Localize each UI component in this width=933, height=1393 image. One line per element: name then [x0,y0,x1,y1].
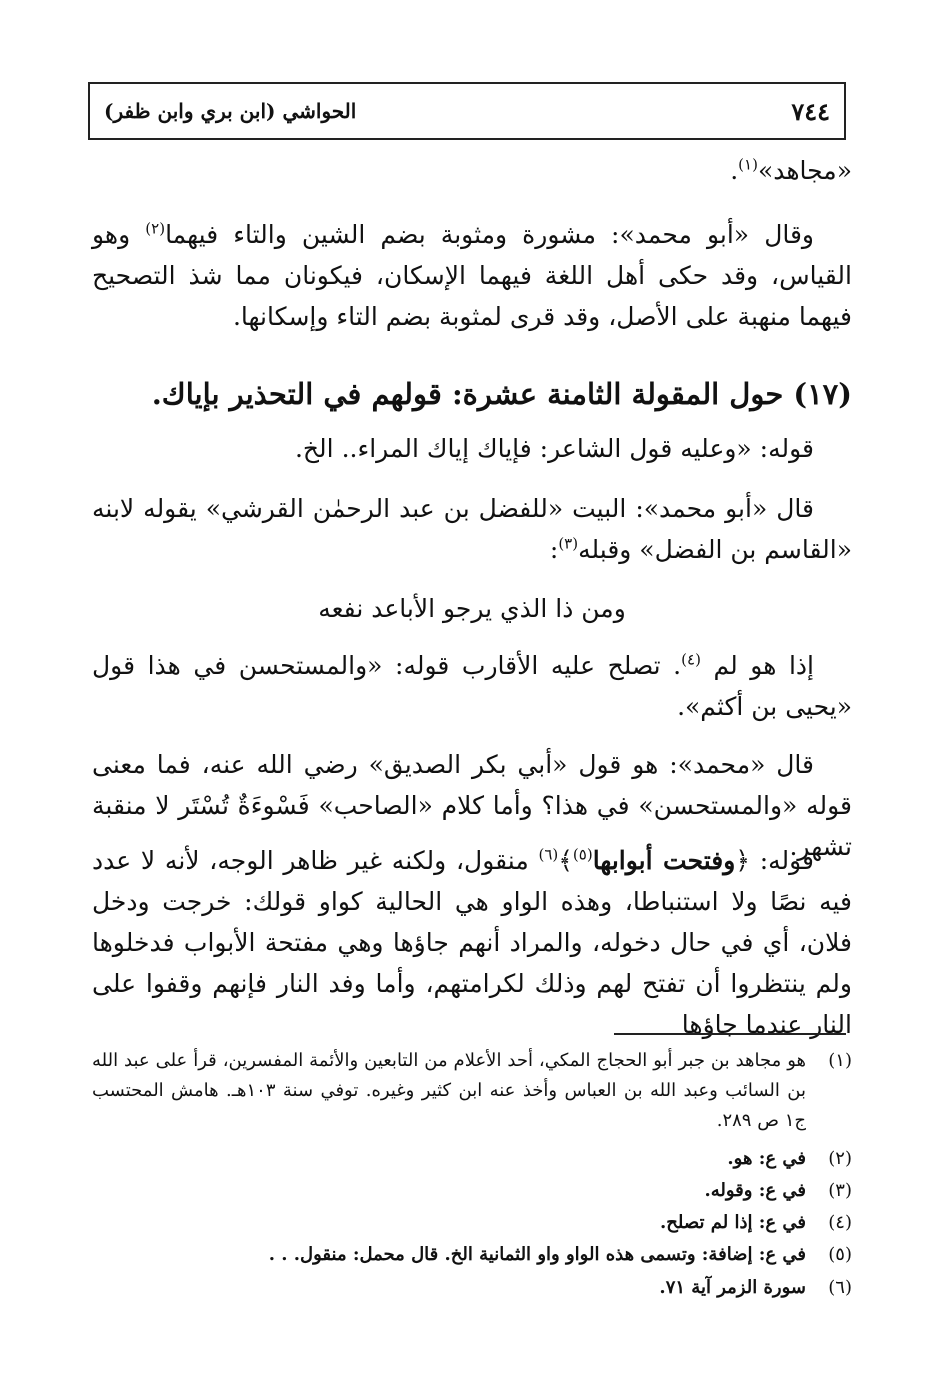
paragraph-abu-muhammad-2 [92,488,852,570]
footnote-text: هو مجاهد بن جبر أبو الحجاج المكي، أحد الأعلام من التابعين والأئمة المفسرين، قرأ على عبد الله بن السائب وعبد الله بن العباس وأخذ عنه ابن كثير وغيره. توفي سنة ١٠٣هـ. هامش المحتسب ج١ ص ٢٨٩. [92,1050,806,1131]
paragraph-text: . تصلح عليه الأقارب قوله: «والمستحسن في هذا قول «يحيى بن أكثم». [92,651,852,721]
paragraph-text: قال «محمد»: هو قول «أبي بكر الصديق» رضي الله عنه، فما معنى قوله «والمستحسن» في هذا؟ وأما كلام «الصاحب» فَسْوءَةٌ تُسْتَر لا منقبة تشهر. [92,750,852,861]
footnote-ref: (٤) [681,650,701,669]
footnote-text: في ع: إذا لم تصلح. [659,1212,806,1233]
footnote-text: في ع: هو. [727,1148,806,1169]
footnote-divider [614,1033,846,1035]
paragraph-text: ﴾ [558,846,573,875]
footnote-number: (٢) [828,1148,852,1169]
running-title: الحواشي (ابن بري وابن ظفر) [104,99,357,123]
footnote-number: (٦) [828,1277,852,1298]
footnote-ref: (٢) [145,219,166,238]
footnote-number: (٤) [828,1212,852,1233]
page-number: ٧٤٤ [791,96,830,126]
paragraph-text: إذا هو لم [700,651,814,680]
poetry-verse: ومن ذا الذي يرجو الأباعد نفعه [318,594,626,623]
footnote-text: في ع: إضافة: وتسمى هذه الواو واو الثمانية الخ. قال محمل: منقول. . . [268,1244,806,1265]
footnote-2 [92,1144,852,1174]
paragraph-quran [92,840,852,1045]
paragraph-text: وقال «أبو محمد»: مشورة ومثوبة بضم الشين والتاء فيهما [165,220,814,249]
paragraph-quote-2 [92,645,852,727]
paragraph-text: قوله: ﴿ [735,846,815,875]
paragraph-text: : [549,535,559,564]
paragraph-text: وهو القياس، وقد حكى أهل اللغة فيهما الإسكان، فيكونان مما شذ التصحيح فيهما منهبة على الأصل، وقد قرى لمثوبة بضم التاء وإسكانها. [92,220,852,331]
quran-verse-text: وفتحت أبوابها [592,846,736,875]
paragraph-text: . [730,156,739,185]
footnote-4 [92,1208,852,1238]
footnote-1 [92,1046,852,1136]
page-header [88,82,846,140]
footnote-ref: (٣) [558,534,579,553]
footnote-number: (٣) [828,1180,852,1201]
paragraph-text: «مجاهد» [757,156,852,185]
footnote-6 [92,1273,852,1303]
footnote-5 [92,1240,852,1270]
paragraph-text: قال «أبو محمد»: البيت «للفضل بن عبد الرحمٰن القرشي» يقوله لابنه «القاسم بن الفضل» وقبله [92,494,852,564]
footnote-number: (٥) [828,1244,852,1265]
paragraph-quote-1 [92,428,852,469]
paragraph-abu-muhammad-1 [92,214,852,337]
footnote-text: سورة الزمر آية ٧١. [659,1277,806,1298]
footnote-3 [92,1176,852,1206]
footnote-ref: (٥) [572,845,593,864]
paragraph-text: قوله: «وعليه قول الشاعر: فإياك إياك المراء.. الخ. [294,434,814,463]
footnote-text: في ع: وقوله. [704,1180,806,1201]
footnote-ref: (٦) [538,845,559,864]
paragraph-continuation [92,150,852,191]
footnote-number: (١) [828,1050,852,1071]
section-heading: (١٧) حول المقولة الثامنة عشرة: قولهم في التحذير بإياك. [151,377,852,411]
paragraph-text: منقول، ولكنه غير ظاهر الوجه، لأنه لا عدد فيه نصًا ولا استنباطا، وهذه الواو هي الحالية كواو قولك: خرجت ودخل فلان، أي في حال دخوله، والمراد أنهم جاؤها وهي مفتحة الأبواب فدخلوها ولم ينتظروا أن تفتح لهم وذلك لكرامتهم، وأما وفد النار فإنهم وقفوا على النار عندما جاؤها [92,846,852,1039]
footnote-ref: (١) [738,155,758,174]
